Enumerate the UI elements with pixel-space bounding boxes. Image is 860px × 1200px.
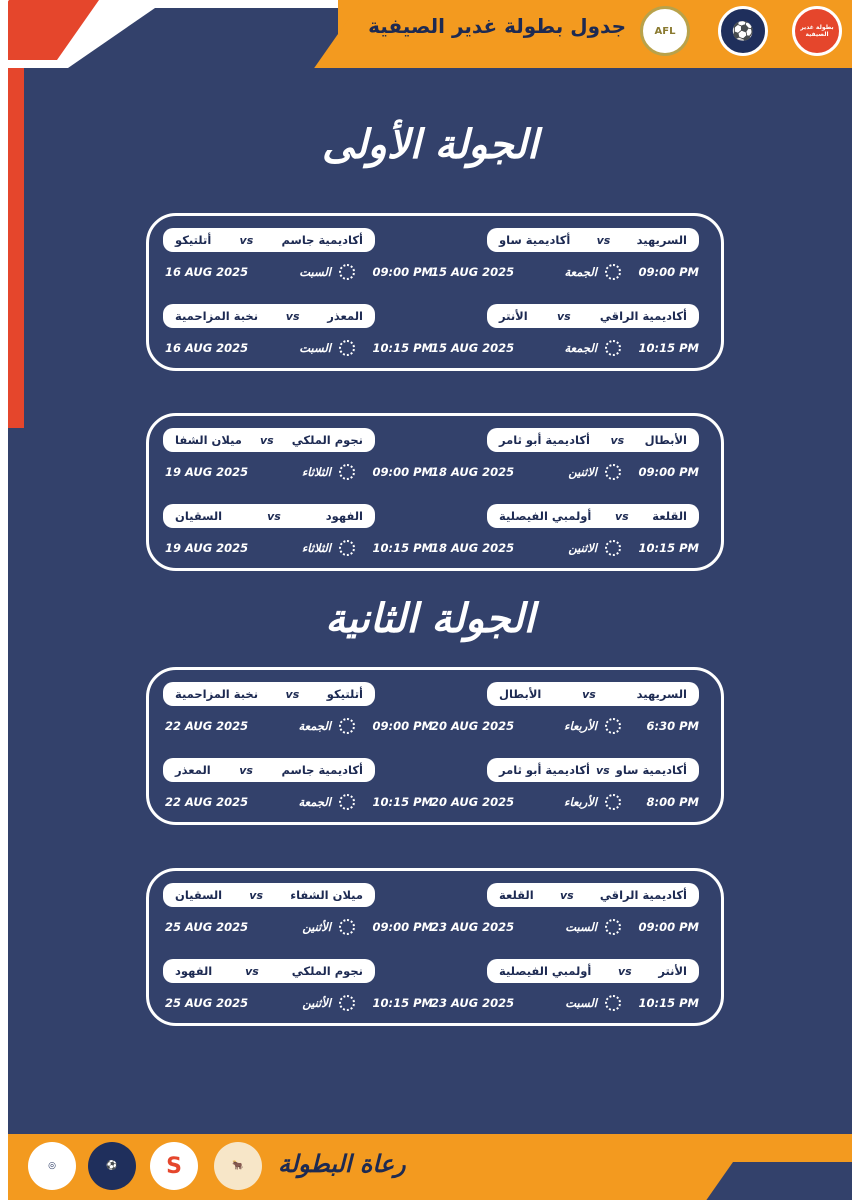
- sponsors-label: رعاة البطولة: [278, 1150, 406, 1178]
- navy-decor-corner: [691, 1162, 852, 1200]
- match-day: الأربعاء: [564, 795, 597, 809]
- match-date: 16 AUG 2025: [165, 265, 249, 279]
- match-time: 10:15 PM: [372, 996, 433, 1010]
- away-team: المعذر: [175, 763, 211, 777]
- match-card: [163, 682, 433, 742]
- clock-icon: [339, 340, 355, 356]
- away-team: الأبطال: [499, 687, 542, 701]
- home-team: أكاديمية جاسم: [281, 763, 363, 777]
- match-day: الجمعة: [298, 795, 331, 809]
- match-day: الاثنين: [568, 541, 597, 555]
- match-info: [163, 262, 433, 282]
- match-card: [429, 504, 699, 564]
- teams-pill: [163, 883, 375, 907]
- match-date: 16 AUG 2025: [165, 341, 249, 355]
- vs-label: vs: [245, 964, 259, 978]
- teams-pill: [163, 228, 375, 252]
- match-day: الجمعة: [564, 341, 597, 355]
- home-team: أكاديمية ساو: [615, 763, 687, 777]
- sponsor-logo-1: 🐂: [214, 1142, 262, 1190]
- away-team: نخبة المزاحمية: [175, 687, 259, 701]
- match-date: 20 AUG 2025: [431, 719, 515, 733]
- away-team: القلعة: [499, 888, 534, 902]
- match-info: [429, 917, 699, 937]
- vs-label: vs: [614, 509, 629, 523]
- match-info: [163, 917, 433, 937]
- match-info: [429, 262, 699, 282]
- match-info: [163, 538, 433, 558]
- home-team: الأنتر: [658, 964, 687, 978]
- match-day: السبت: [565, 996, 597, 1010]
- vs-label: vs: [285, 687, 300, 701]
- clock-icon: [339, 794, 355, 810]
- teams-pill: [163, 428, 375, 452]
- navy-decor-band: [68, 8, 358, 68]
- schedule-poster: [8, 0, 852, 1200]
- match-info: [163, 462, 433, 482]
- home-team: الفهود: [325, 509, 363, 523]
- home-team: القلعة: [652, 509, 687, 523]
- match-date: 18 AUG 2025: [431, 541, 515, 555]
- match-day: الأربعاء: [564, 719, 597, 733]
- home-team: السريهيد: [636, 233, 687, 247]
- teams-pill: [163, 758, 375, 782]
- away-team: أكاديمية ساو: [499, 233, 571, 247]
- match-time: 09:00 PM: [638, 465, 699, 479]
- clock-icon: [339, 464, 355, 480]
- match-date: 22 AUG 2025: [165, 795, 249, 809]
- match-day: الثلاثاء: [301, 541, 331, 555]
- teams-pill: [487, 228, 699, 252]
- clock-icon: [605, 540, 621, 556]
- match-time: 09:00 PM: [372, 920, 433, 934]
- match-card: [429, 428, 699, 488]
- match-time: 10:15 PM: [638, 541, 699, 555]
- vs-label: vs: [610, 433, 625, 447]
- match-card: [163, 304, 433, 364]
- clock-icon: [605, 264, 621, 280]
- match-day: الأثنين: [302, 920, 331, 934]
- home-team: السريهيد: [636, 687, 687, 701]
- football-club-logo: ⚽: [718, 6, 768, 56]
- match-card: [429, 883, 699, 943]
- vs-label: vs: [595, 763, 610, 777]
- teams-pill: [163, 504, 375, 528]
- match-time: 09:00 PM: [372, 465, 433, 479]
- home-team: أتلتيكو: [326, 687, 363, 701]
- match-card: [429, 228, 699, 288]
- match-day: السبت: [299, 265, 331, 279]
- away-team: السقيان: [175, 888, 223, 902]
- match-info: [429, 338, 699, 358]
- teams-pill: [487, 428, 699, 452]
- away-team: السقيان: [175, 509, 223, 523]
- sponsor-logo-4: ◎: [28, 1142, 76, 1190]
- match-date: 20 AUG 2025: [431, 795, 515, 809]
- afl-logo: [640, 6, 690, 56]
- footer: [8, 1134, 852, 1200]
- vs-label: vs: [559, 888, 574, 902]
- round-title-1: الجولة الأولى: [321, 122, 539, 168]
- match-date: 19 AUG 2025: [165, 465, 249, 479]
- clock-icon: [605, 464, 621, 480]
- clock-icon: [605, 995, 621, 1011]
- home-team: أكاديمية جاسم: [281, 233, 363, 247]
- clock-icon: [339, 919, 355, 935]
- tournament-logo: [792, 6, 842, 56]
- vs-label: vs: [556, 309, 571, 323]
- match-group-3: [146, 667, 724, 825]
- teams-pill: [163, 304, 375, 328]
- red-decor-strip: [8, 0, 99, 60]
- home-team: أكاديمية الراقي: [599, 888, 687, 902]
- away-team: أولمبي الفيصلية: [499, 509, 592, 523]
- match-card: [163, 883, 433, 943]
- match-time: 09:00 PM: [638, 265, 699, 279]
- vs-label: vs: [582, 687, 596, 701]
- home-team: الأبطال: [644, 433, 687, 447]
- clock-icon: [605, 340, 621, 356]
- match-group-2: [146, 413, 724, 571]
- header: [8, 0, 852, 68]
- match-date: 15 AUG 2025: [431, 341, 515, 355]
- match-time: 09:00 PM: [372, 719, 433, 733]
- match-info: [429, 462, 699, 482]
- match-info: [163, 993, 433, 1013]
- match-group-1: [146, 213, 724, 371]
- vs-label: vs: [249, 888, 263, 902]
- vs-label: vs: [259, 433, 274, 447]
- away-team: الأنتر: [499, 309, 528, 323]
- clock-icon: [339, 718, 355, 734]
- teams-pill: [487, 758, 699, 782]
- match-card: [429, 304, 699, 364]
- match-time: 09:00 PM: [638, 920, 699, 934]
- away-team: أولمبي الفيصلية: [499, 964, 592, 978]
- match-info: [429, 993, 699, 1013]
- match-card: [163, 428, 433, 488]
- home-team: المعذر: [327, 309, 363, 323]
- match-date: 18 AUG 2025: [431, 465, 515, 479]
- match-info: [163, 338, 433, 358]
- match-card: [163, 504, 433, 564]
- match-date: 22 AUG 2025: [165, 719, 249, 733]
- match-day: السبت: [565, 920, 597, 934]
- match-info: [163, 716, 433, 736]
- match-date: 25 AUG 2025: [165, 920, 249, 934]
- vs-label: vs: [267, 509, 281, 523]
- match-day: الجمعة: [564, 265, 597, 279]
- vs-label: vs: [596, 233, 611, 247]
- match-info: [429, 538, 699, 558]
- away-team: أكاديمية أبو ثامر: [499, 433, 590, 447]
- match-time: 10:15 PM: [638, 341, 699, 355]
- teams-pill: [487, 304, 699, 328]
- match-time: 09:00 PM: [372, 265, 433, 279]
- match-info: [429, 716, 699, 736]
- away-team: أتلتيكو: [175, 233, 212, 247]
- tournament-logo-text: بطولة غدير الصيفية: [800, 24, 834, 38]
- sponsor-logo-2: S: [150, 1142, 198, 1190]
- clock-icon: [339, 264, 355, 280]
- match-date: 19 AUG 2025: [165, 541, 249, 555]
- clock-icon: [339, 995, 355, 1011]
- home-team: نجوم الملكي: [291, 433, 363, 447]
- away-team: ميلان الشفا: [175, 433, 242, 447]
- match-day: الاثنين: [568, 465, 597, 479]
- away-team: أكاديمية أبو ثامر: [499, 763, 590, 777]
- teams-pill: [487, 682, 699, 706]
- match-card: [163, 758, 433, 818]
- clock-icon: [339, 540, 355, 556]
- match-card: [163, 228, 433, 288]
- match-group-4: [146, 868, 724, 1026]
- home-team: ميلان الشفاء: [290, 888, 363, 902]
- home-team: أكاديمية الراقي: [599, 309, 687, 323]
- teams-pill: [163, 682, 375, 706]
- match-time: 10:15 PM: [372, 341, 433, 355]
- clock-icon: [605, 794, 621, 810]
- vs-label: vs: [618, 964, 632, 978]
- vs-label: vs: [285, 309, 300, 323]
- match-card: [429, 682, 699, 742]
- match-card: [429, 959, 699, 1019]
- match-info: [163, 792, 433, 812]
- round-title-2: الجولة الثانية: [325, 596, 535, 642]
- match-time: 10:15 PM: [638, 996, 699, 1010]
- away-team: نخبة المزاحمية: [175, 309, 259, 323]
- match-day: الثلاثاء: [301, 465, 331, 479]
- teams-pill: [163, 959, 375, 983]
- home-team: نجوم الملكي: [291, 964, 363, 978]
- vs-label: vs: [239, 763, 253, 777]
- match-time: 6:30 PM: [646, 719, 699, 733]
- vs-label: vs: [239, 233, 254, 247]
- match-date: 25 AUG 2025: [165, 996, 249, 1010]
- clock-icon: [605, 718, 621, 734]
- clock-icon: [605, 919, 621, 935]
- match-day: الجمعة: [298, 719, 331, 733]
- match-time: 8:00 PM: [646, 795, 699, 809]
- afl-logo-text: AFL: [654, 25, 676, 37]
- match-info: [429, 792, 699, 812]
- match-card: [163, 959, 433, 1019]
- teams-pill: [487, 959, 699, 983]
- away-team: الفهود: [175, 964, 213, 978]
- sponsor-logo-3: ⚽: [88, 1142, 136, 1190]
- match-card: [429, 758, 699, 818]
- match-date: 23 AUG 2025: [431, 996, 515, 1010]
- match-time: 10:15 PM: [372, 541, 433, 555]
- teams-pill: [487, 883, 699, 907]
- match-day: السبت: [299, 341, 331, 355]
- match-date: 23 AUG 2025: [431, 920, 515, 934]
- match-date: 15 AUG 2025: [431, 265, 515, 279]
- teams-pill: [487, 504, 699, 528]
- page-title: جدول بطولة غدير الصيفية: [368, 14, 626, 38]
- match-time: 10:15 PM: [372, 795, 433, 809]
- match-day: الأثنين: [302, 996, 331, 1010]
